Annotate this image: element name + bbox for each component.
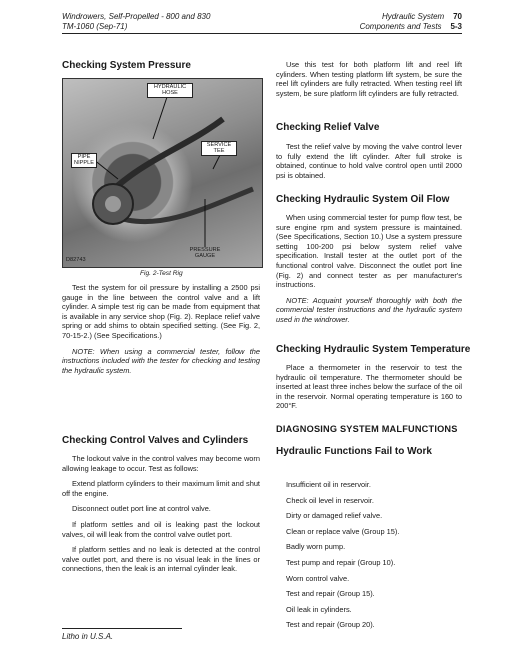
manual-number: TM-1060 (Sep-71) — [62, 22, 128, 31]
footer-rule — [62, 628, 182, 629]
subsection-title: Components and Tests — [359, 22, 442, 31]
trouble-cause: Dirty or damaged relief valve. — [286, 511, 383, 521]
trouble-cause: Badly worn pump. — [286, 542, 346, 552]
right-column-text-4 — [276, 363, 462, 417]
figure-caption: Fig. 2-Test Rig — [140, 270, 183, 277]
paragraph-relief-valve: Test the relief valve by moving the valve control lever to fully extend the lift cylinder. After full stroke is obtained, continue to hold valve control open until 2000 psi is obtained. — [276, 142, 462, 180]
heading-checking-system-pressure: Checking System Pressure — [62, 60, 191, 71]
trouble-cause: Worn control valve. — [286, 573, 350, 583]
trouble-fix: Test and repair (Group 15). — [286, 589, 375, 599]
figure-code: D82743 — [66, 257, 86, 263]
note-commercial-tester: NOTE: When using a commercial tester, follow the instructions included with the tester for checking and testing the hydraulic system. — [62, 346, 260, 375]
trouble-fix: Check oil level in reservoir. — [286, 495, 374, 505]
section-title: Hydraulic System — [381, 12, 445, 21]
paragraph-pump-flow-test: When using commercial tester for pump flow test, be sure engine rpm and system pressure is maintained. (See Specifications, Section 10.) Use a system pressure setting 100-200 psi below system relief valve specification. Install tester at the outlet port of the functional control valve. Disconnect the outlet port line (Fig. 2) and connect tester as per manufacturer's instructions. — [276, 213, 462, 290]
trouble-cause: Oil leak in cylinders. — [286, 604, 352, 614]
paragraph-platform-settles-leak: If platform settles and oil is leaking past the lockout valves, oil will leak from the control valve outlet port. — [62, 519, 260, 539]
heading-functions-fail: Hydraulic Functions Fail to Work — [276, 446, 432, 457]
heading-diagnosing-malfunctions: DIAGNOSING SYSTEM MALFUNCTIONS — [276, 424, 458, 434]
running-header-right — [330, 12, 462, 32]
trouble-fix: Test and repair (Group 20). — [286, 620, 375, 630]
list-item — [276, 605, 462, 630]
running-header-left — [62, 12, 210, 32]
trouble-fix: Clean or replace valve (Group 15). — [286, 526, 400, 536]
manual-title: Windrowers, Self-Propelled - 800 and 830 — [62, 12, 211, 21]
heading-system-temperature: Checking Hydraulic System Temperature — [276, 344, 471, 355]
test-rig-photo — [62, 78, 263, 268]
page-number: 70 — [453, 12, 462, 21]
label-pipe-nipple: PIPE NIPPLE — [71, 153, 97, 168]
troubleshooting-list — [276, 480, 462, 636]
left-column-text-2 — [62, 454, 260, 580]
heading-checking-relief-valve: Checking Relief Valve — [276, 122, 380, 133]
heading-oil-flow: Checking Hydraulic System Oil Flow — [276, 194, 450, 205]
list-item — [276, 542, 462, 567]
paragraph-thermometer: Place a thermometer in the reservoir to test the hydraulic oil temperature. The thermometer should be inserted at least three inches below the surface of the oil in the reservoir. Normal operating temperature is 160 to 200°F. — [276, 363, 462, 411]
footer-litho: Litho in U.S.A. — [62, 632, 114, 641]
list-item — [276, 480, 462, 505]
right-column-text-1 — [276, 60, 462, 104]
heading-control-valves-cylinders: Checking Control Valves and Cylinders — [62, 435, 249, 446]
trouble-fix: Test pump and repair (Group 10). — [286, 557, 396, 567]
paragraph-lockout-valve: The lockout valve in the control valves may become worn allowing leakage to occur. Test as follows: — [62, 454, 260, 473]
label-pressure-gauge: PRESSURE GAUGE — [189, 247, 221, 260]
left-column-text-1 — [62, 283, 260, 381]
list-item — [276, 574, 462, 599]
paragraph-extend-cylinders: Extend platform cylinders to their maximum limit and shut off the engine. — [62, 479, 260, 498]
label-service-tee: SERVICE TEE — [201, 141, 237, 156]
list-item — [276, 511, 462, 536]
paragraph-system-pressure: Test the system for oil pressure by installing a 2500 psi gauge in the line between the control valve and a lift cylinder. A simple test rig can be made from equipment that is available in any service shop (Fig. 2). Replace relief valve spring or add shims to obtain specified setting. (See Fig. 2, 70-15-2.) (See Specifications.) — [62, 283, 260, 340]
label-hydraulic-hose: HYDRAULIC HOSE — [147, 83, 193, 98]
right-column-text-3 — [276, 213, 462, 331]
header-rule — [62, 33, 462, 34]
right-column-text-2 — [276, 142, 462, 186]
paragraph-internal-leak: If platform settles and no leak is detected at the control valve outlet port, and there is no visual leak in the lines or connections, then the leak is an internal cylinder leak. — [62, 545, 260, 574]
trouble-cause: Insufficient oil in reservoir. — [286, 480, 371, 489]
section-number: 5-3 — [450, 22, 462, 31]
note-acquaint: NOTE: Acquaint yourself thoroughly with both the commercial tester instructions and the hydraulic system used in the windrower. — [276, 295, 462, 324]
paragraph-both-cylinders: Use this test for both platform lift and reel lift cylinders. When testing platform lift system, be sure the reel lift cylinders are fully retracted. When testing reel lift system, be sure platform lift cylinders are fully retracted. — [276, 60, 462, 98]
paragraph-disconnect-outlet: Disconnect outlet port line at control valve. — [72, 504, 211, 514]
test-rig-illustration — [63, 79, 262, 267]
